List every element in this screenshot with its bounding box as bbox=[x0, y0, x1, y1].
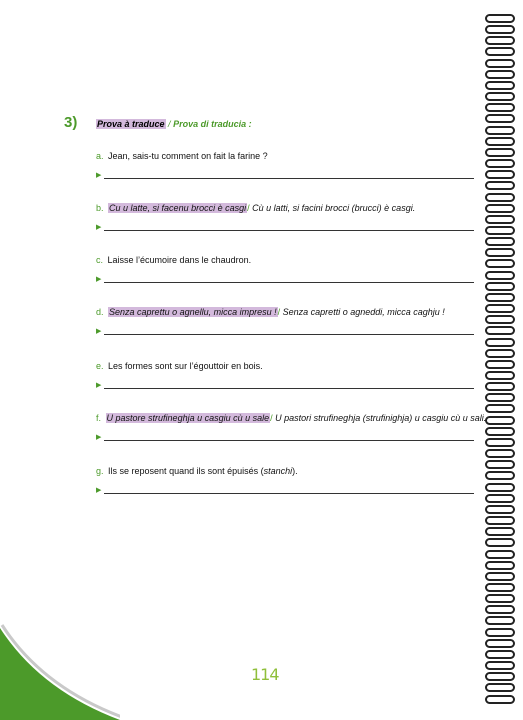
spiral-ring bbox=[485, 181, 515, 190]
spiral-ring bbox=[485, 81, 515, 90]
spiral-ring bbox=[485, 661, 515, 670]
item-text: Jean, sais-tu comment on fait la farine ? bbox=[108, 151, 268, 161]
spiral-ring bbox=[485, 59, 515, 68]
spiral-ring bbox=[485, 338, 515, 347]
spiral-ring bbox=[485, 505, 515, 514]
spiral-ring bbox=[485, 25, 515, 34]
spiral-ring bbox=[485, 494, 515, 503]
spiral-ring bbox=[485, 393, 515, 402]
spiral-ring bbox=[485, 471, 515, 480]
spiral-ring bbox=[485, 237, 515, 246]
item-prompt bbox=[96, 151, 474, 161]
spiral-ring bbox=[485, 70, 515, 79]
spiral-ring bbox=[485, 382, 515, 391]
spiral-ring bbox=[485, 326, 515, 335]
exercise-title-separator: / bbox=[168, 119, 171, 129]
item-b bbox=[96, 203, 474, 233]
spiral-ring bbox=[485, 483, 515, 492]
answer-line[interactable] bbox=[96, 381, 474, 391]
spiral-ring bbox=[485, 594, 515, 603]
spiral-ring bbox=[485, 527, 515, 536]
corner-decoration bbox=[0, 620, 120, 720]
spiral-ring bbox=[485, 170, 515, 179]
spiral-ring bbox=[485, 460, 515, 469]
spiral-ring bbox=[485, 103, 515, 112]
spiral-ring bbox=[485, 672, 515, 681]
spiral-ring bbox=[485, 650, 515, 659]
spiral-ring bbox=[485, 516, 515, 525]
item-letter: b. bbox=[96, 203, 104, 213]
spiral-ring bbox=[485, 349, 515, 358]
spiral-ring bbox=[485, 628, 515, 637]
item-letter: g. bbox=[96, 466, 104, 476]
spiral-ring bbox=[485, 427, 515, 436]
item-g bbox=[96, 466, 474, 496]
spiral-ring bbox=[485, 226, 515, 235]
item-highlight: Cu u latte, si facenu brocci è casgi bbox=[109, 203, 247, 213]
item-f bbox=[96, 413, 487, 443]
item-translation: Senza capretti o agneddi, micca caghju ! bbox=[282, 307, 445, 317]
spiral-ring bbox=[485, 148, 515, 157]
item-d bbox=[96, 307, 474, 337]
item-prompt bbox=[96, 203, 474, 213]
answer-line[interactable] bbox=[96, 171, 474, 181]
item-letter: f. bbox=[96, 413, 102, 423]
spiral-ring bbox=[485, 639, 515, 648]
item-separator: / bbox=[277, 307, 281, 317]
spiral-ring bbox=[485, 36, 515, 45]
page-number: 114 bbox=[251, 665, 279, 684]
item-separator: / bbox=[270, 413, 273, 423]
exercise-title bbox=[96, 119, 252, 129]
spiral-ring bbox=[485, 47, 515, 56]
item-text-end: ). bbox=[292, 466, 298, 476]
item-prompt bbox=[96, 255, 474, 265]
item-letter: e. bbox=[96, 361, 104, 371]
spiral-ring bbox=[485, 616, 515, 625]
spiral-ring bbox=[485, 449, 515, 458]
spiral-ring bbox=[485, 695, 515, 704]
item-prompt bbox=[96, 361, 474, 371]
arrow-icon: ▶ bbox=[96, 224, 102, 231]
item-c bbox=[96, 255, 474, 285]
spiral-ring bbox=[485, 561, 515, 570]
spiral-ring bbox=[485, 137, 515, 146]
spiral-ring bbox=[485, 404, 515, 413]
spiral-ring bbox=[485, 605, 515, 614]
spiral-ring bbox=[485, 126, 515, 135]
spiral-ring bbox=[485, 204, 515, 213]
arrow-icon: ▶ bbox=[96, 434, 102, 441]
arrow-icon: ▶ bbox=[96, 276, 102, 283]
item-text-italic: stanchi bbox=[263, 466, 293, 476]
item-letter: c. bbox=[96, 255, 104, 265]
answer-line[interactable] bbox=[96, 327, 474, 337]
item-prompt bbox=[96, 466, 474, 476]
spiral-ring bbox=[485, 259, 515, 268]
item-e bbox=[96, 361, 474, 391]
spiral-ring bbox=[485, 438, 515, 447]
spiral-ring bbox=[485, 193, 515, 202]
exercise-title-alt: Prova di traducia : bbox=[173, 119, 252, 129]
item-separator: / bbox=[247, 203, 250, 213]
item-a bbox=[96, 151, 474, 181]
spiral-ring bbox=[485, 360, 515, 369]
answer-line[interactable] bbox=[96, 486, 474, 496]
spiral-ring bbox=[485, 683, 515, 692]
item-text: Laisse l’écumoire dans le chaudron. bbox=[107, 255, 252, 265]
spiral-ring bbox=[485, 583, 515, 592]
spiral-ring bbox=[485, 92, 515, 101]
spiral-binding bbox=[485, 14, 515, 704]
spiral-ring bbox=[485, 248, 515, 257]
item-letter: d. bbox=[96, 307, 104, 317]
spiral-ring bbox=[485, 282, 515, 291]
spiral-ring bbox=[485, 572, 515, 581]
spiral-ring bbox=[485, 315, 515, 324]
spiral-ring bbox=[485, 293, 515, 302]
item-highlight: Senza caprettu o agnellu, micca impresu ! bbox=[109, 307, 277, 317]
arrow-icon: ▶ bbox=[96, 328, 102, 335]
arrow-icon: ▶ bbox=[96, 382, 102, 389]
spiral-ring bbox=[485, 550, 515, 559]
item-prompt bbox=[96, 307, 474, 317]
item-highlight: U pastore strufineghja u casgiu cù u sale bbox=[106, 413, 270, 423]
spiral-ring bbox=[485, 159, 515, 168]
spiral-ring bbox=[485, 416, 515, 425]
item-text: Les formes sont sur l’égouttoir en bois. bbox=[108, 361, 263, 371]
arrow-icon: ▶ bbox=[96, 487, 102, 494]
exercise-number: 3) bbox=[64, 114, 78, 131]
spiral-ring bbox=[485, 538, 515, 547]
arrow-icon: ▶ bbox=[96, 172, 102, 179]
spiral-ring bbox=[485, 371, 515, 380]
answer-line[interactable] bbox=[96, 275, 474, 285]
answer-line[interactable] bbox=[96, 433, 474, 443]
spiral-ring bbox=[485, 215, 515, 224]
item-translation: Cù u latti, si facini brocci (brucci) è casgi. bbox=[252, 203, 416, 213]
item-prompt bbox=[96, 413, 487, 423]
exercise-title-main: Prova à traduce bbox=[97, 119, 165, 129]
spiral-ring bbox=[485, 114, 515, 123]
item-letter: a. bbox=[96, 151, 104, 161]
spiral-ring bbox=[485, 304, 515, 313]
item-translation: U pastori strufineghja (strufinighja) u casgiu cù u sali. bbox=[275, 413, 487, 423]
item-text: Ils se reposent quand ils sont épuisés ( bbox=[108, 466, 264, 476]
answer-line[interactable] bbox=[96, 223, 474, 233]
spiral-ring bbox=[485, 271, 515, 280]
spiral-ring bbox=[485, 14, 515, 23]
